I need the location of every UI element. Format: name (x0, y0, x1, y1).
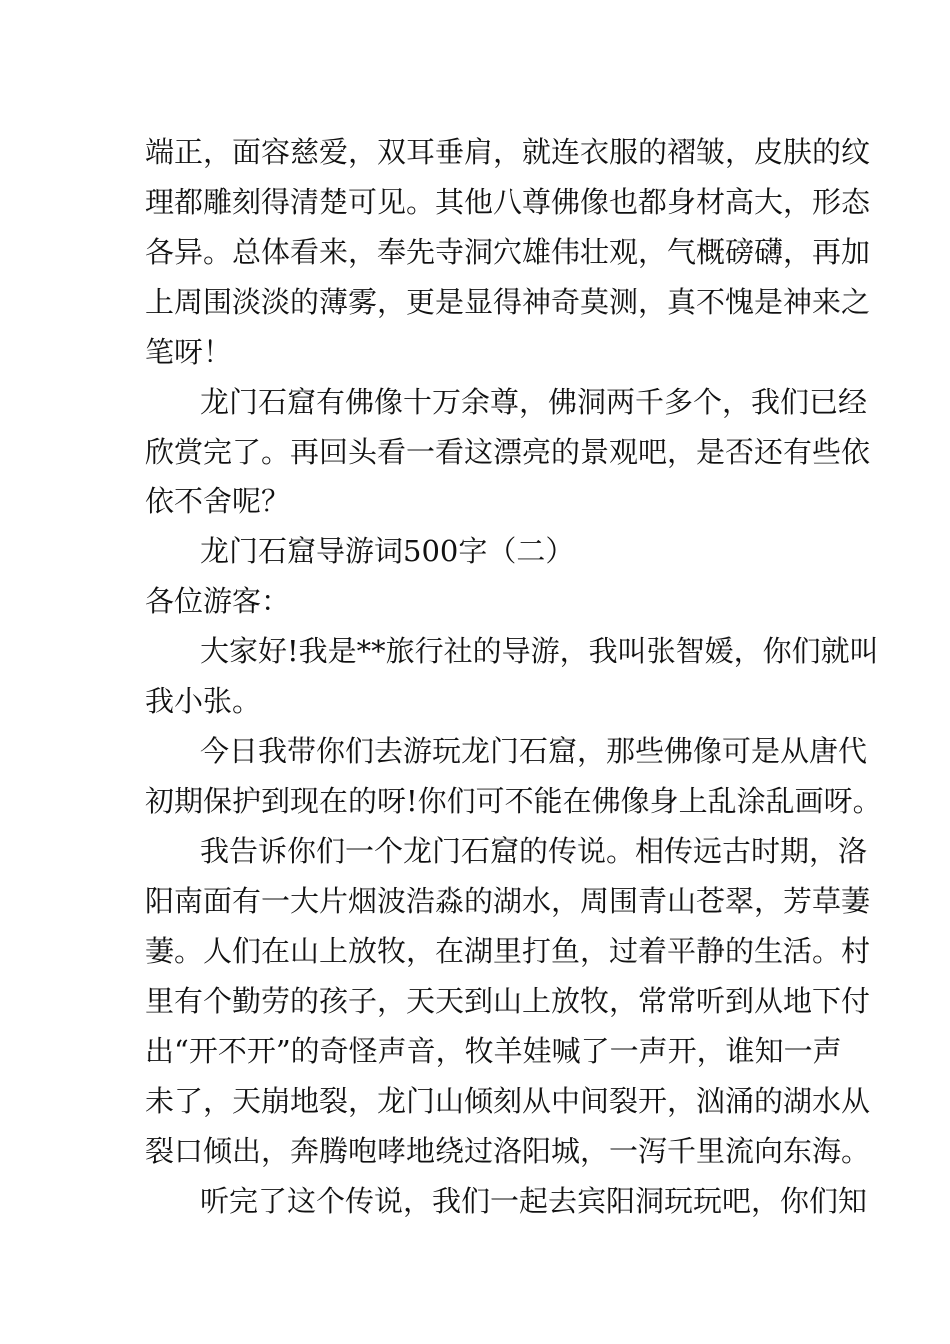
text-line: 龙门石窟有佛像十万余尊，佛洞两千多个，我们已经 (200, 385, 868, 419)
text-line: 笔呀！ (145, 335, 233, 369)
text-line: 大家好!我是**旅行社的导游，我叫张智媛，你们就叫 (200, 634, 879, 668)
salutation: 各位游客： (145, 584, 291, 618)
text-line: 出“开不开”的奇怪声音，牧羊娃喊了一声开，谁知一声 (145, 1034, 842, 1068)
text-line: 各异。总体看来，奉先寺洞穴雄伟壮观，气概磅礴，再加 (145, 235, 871, 269)
text-line: 我告诉你们一个龙门石窟的传说。相传远古时期，洛 (200, 834, 868, 868)
text-line: 依不舍呢？ (145, 484, 291, 518)
text-line: 今日我带你们去游玩龙门石窟，那些佛像可是从唐代 (200, 734, 868, 768)
text-line: 裂口倾出，奔腾咆哮地绕过洛阳城，一泻千里流向东海。 (145, 1134, 871, 1168)
text-line: 里有个勤劳的孩子，天天到山上放牧，常常听到从地下付 (145, 984, 871, 1018)
text-line: 萋。人们在山上放牧，在湖里打鱼，过着平静的生活。村 (145, 934, 871, 968)
text-line: 听完了这个传说，我们一起去宾阳洞玩玩吧，你们知 (200, 1184, 868, 1218)
text-line: 理都雕刻得清楚可见。其他八尊佛像也都身材高大，形态 (145, 185, 871, 219)
text-line: 欣赏完了。再回头看一看这漂亮的景观吧，是否还有些依 (145, 435, 871, 469)
text-line: 上周围淡淡的薄雾，更是显得神奇莫测，真不愧是神来之 (145, 285, 871, 319)
text-line: 阳南面有一大片烟波浩淼的湖水，周围青山苍翠，芳草萋 (145, 884, 871, 918)
text-line: 初期保护到现在的呀!你们可不能在佛像身上乱涂乱画呀。 (145, 784, 882, 818)
section-heading: 龙门石窟导游词500字（二） (200, 534, 575, 568)
text-line: 端正，面容慈爱，双耳垂肩，就连衣服的褶皱，皮肤的纹 (145, 135, 871, 169)
text-line: 未了，天崩地裂，龙门山倾刻从中间裂开，汹涌的湖水从 (145, 1084, 871, 1118)
text-line: 我小张。 (145, 684, 262, 718)
